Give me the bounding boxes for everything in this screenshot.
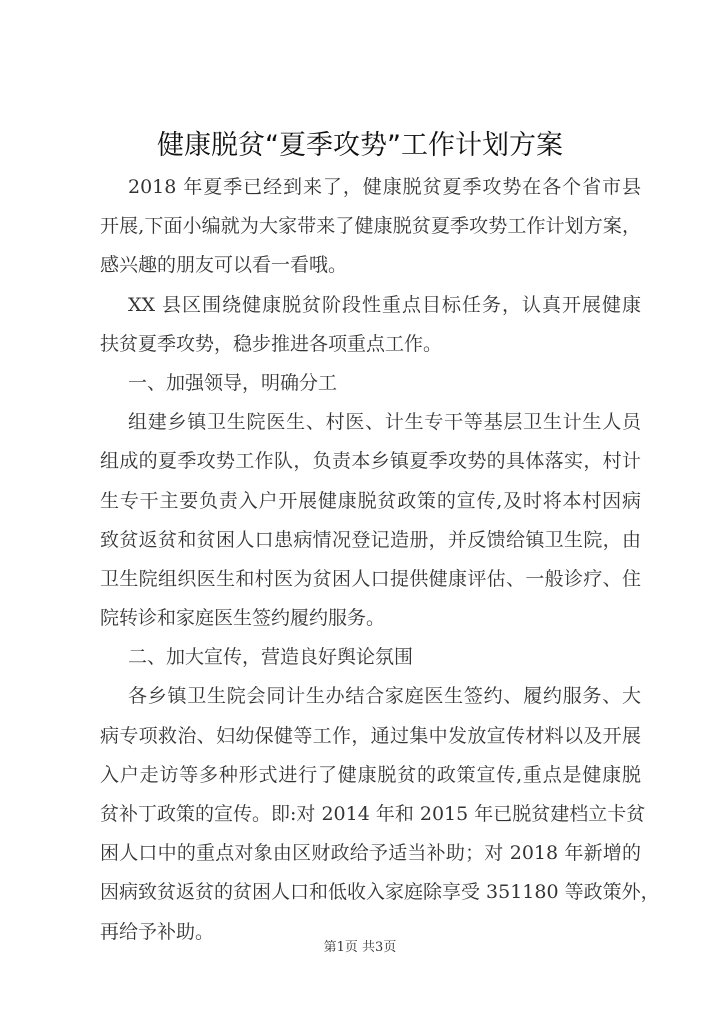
paragraph	[100, 286, 641, 364]
text-line: XX 县区围绕健康脱贫阶段性重点目标任务，认真开展健康	[128, 293, 641, 316]
text-line: 二、加大宣传，营造良好舆论氛围	[128, 646, 414, 669]
text-line: 致贫返贫和贫困人口患病情况登记造册，并反馈给镇卫生院，由	[100, 528, 641, 551]
paragraph	[100, 168, 641, 286]
text-line: 入户走访等多种形式进行了健康脱贫的政策宣传,重点是健康脱	[100, 763, 641, 786]
document-title: 健康脱贫“夏季攻势”工作计划方案	[157, 130, 563, 161]
section-heading	[100, 638, 641, 677]
text-line: 各乡镇卫生院会同计生办结合家庭医生签约、履约服务、大	[128, 685, 641, 708]
text-line: 卫生院组织医生和村医为贫困人口提供健康评估、一般诊疗、住	[100, 567, 641, 590]
text-line: 因病致贫返贫的贫困人口和低收入家庭除享受 351180 等政策外，	[100, 881, 660, 904]
document-body	[100, 168, 660, 952]
paragraph	[100, 403, 641, 638]
text-line: 组建乡镇卫生院医生、村医、计生专干等基层卫生计生人员	[128, 411, 641, 434]
text-line: 困人口中的重点对象由区财政给予适当补助；对 2018 年新增的	[100, 842, 641, 865]
text-line: 再给予补助。	[100, 920, 215, 943]
text-line: 一、加强领导，明确分工	[128, 371, 338, 394]
text-line: 病专项救治、妇幼保健等工作，通过集中发放宣传材料以及开展	[100, 724, 641, 747]
text-line: 生专干主要负责入户开展健康脱贫政策的宣传,及时将本村因病	[100, 489, 641, 512]
page-number: 第1页 共3页	[323, 940, 397, 955]
text-line: 2018 年夏季已经到来了，健康脱贫夏季攻势在各个省市县	[128, 176, 641, 198]
text-line: 开展,下面小编就为大家带来了健康脱贫夏季攻势工作计划方案，	[100, 215, 641, 238]
text-line: 院转诊和家庭医生签约履约服务。	[100, 607, 386, 630]
text-line: 扶贫夏季攻势，稳步推进各项重点工作。	[100, 332, 443, 355]
section-heading	[100, 364, 641, 403]
text-line: 贫补丁政策的宣传。即:对 2014 年和 2015 年已脱贫建档立卡贫	[100, 803, 646, 825]
paragraph	[100, 677, 660, 951]
text-line: 组成的夏季攻势工作队，负责本乡镇夏季攻势的具体落实，村计	[100, 450, 641, 473]
text-line: 感兴趣的朋友可以看一看哦。	[100, 254, 348, 277]
